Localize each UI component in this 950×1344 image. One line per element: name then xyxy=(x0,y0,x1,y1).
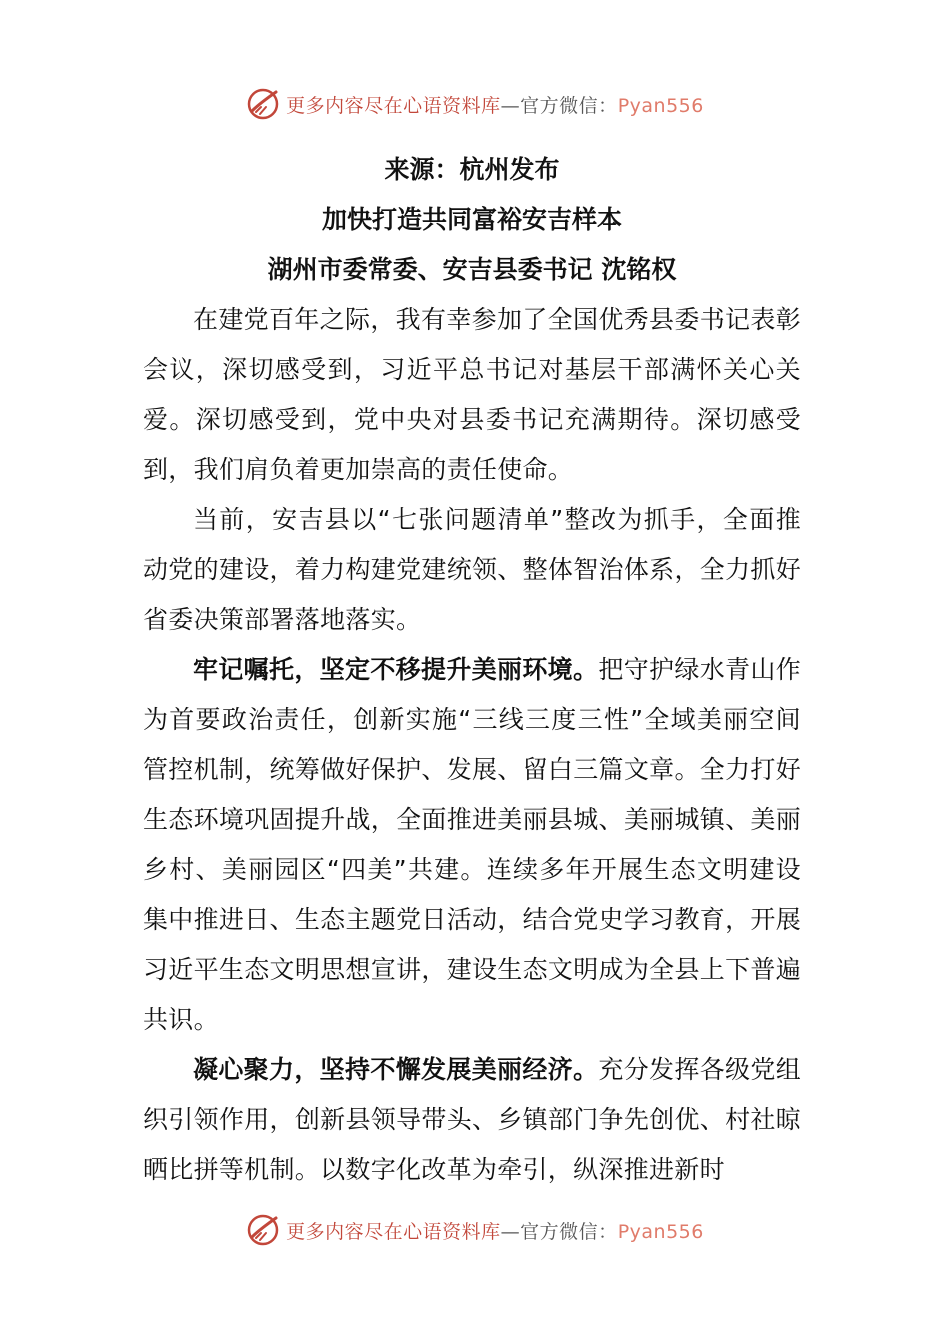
paragraph-1: 在建党百年之际，我有幸参加了全国优秀县委书记表彰会议，深切感受到，习近平总书记对基层干部满怀关心关爱。深切感受到，党中央对县委书记充满期待。深切感受到，我们肩负着更加崇高的责任使命。 xyxy=(143,305,801,484)
watermark-banner-top xyxy=(0,84,950,124)
paragraph-2: 当前，安吉县以“七张问题清单”整改为抓手，全面推动党的建设，着力构建党建统领、整体智治体系，全力抓好省委决策部署落地落实。 xyxy=(143,505,801,634)
paragraph-3-lead: 牢记嘱托，坚定不移提升美丽环境。 xyxy=(193,655,599,684)
watermark-text: 更多内容尽在心语资料库—官方微信：Pyan556 xyxy=(286,1220,704,1243)
article-body xyxy=(143,145,801,1195)
article-title: 加快打造共同富裕安吉样本 xyxy=(321,205,622,234)
paragraph-4-lead: 凝心聚力，坚持不懈发展美丽经济。 xyxy=(193,1055,599,1084)
quill-logo-icon xyxy=(246,87,280,121)
paragraph-3 xyxy=(143,645,801,1045)
article-author: 湖州市委常委、安吉县委书记 沈铭权 xyxy=(267,255,677,284)
watermark-text: 更多内容尽在心语资料库—官方微信：Pyan556 xyxy=(286,94,704,117)
paragraph-4 xyxy=(143,1045,801,1195)
watermark-banner-bottom xyxy=(0,1210,950,1250)
quill-logo-icon xyxy=(246,1213,280,1247)
article-source: 来源：杭州发布 xyxy=(384,155,560,184)
paragraph-3-body: 把守护绿水青山作为首要政治责任，创新实施“三线三度三性”全域美丽空间管控机制，统筹做好保护、发展、留白三篇文章。全力打好生态环境巩固提升战，全面推进美丽县城、美丽城镇、美丽乡村、美丽园区“四美”共建。连续多年开展生态文明建设集中推进日、生态主题党日活动，结合党史学习教育，开展习近平生态文明思想宣讲，建设生态文明成为全县上下普遍共识。 xyxy=(143,655,801,1034)
paragraph-4-body: 充分发挥各级党组织引领作用，创新县领导带头、乡镇部门争先创优、村社晾晒比拼等机制。以数字化改革为牵引，纵深推进新时 xyxy=(143,1055,801,1184)
